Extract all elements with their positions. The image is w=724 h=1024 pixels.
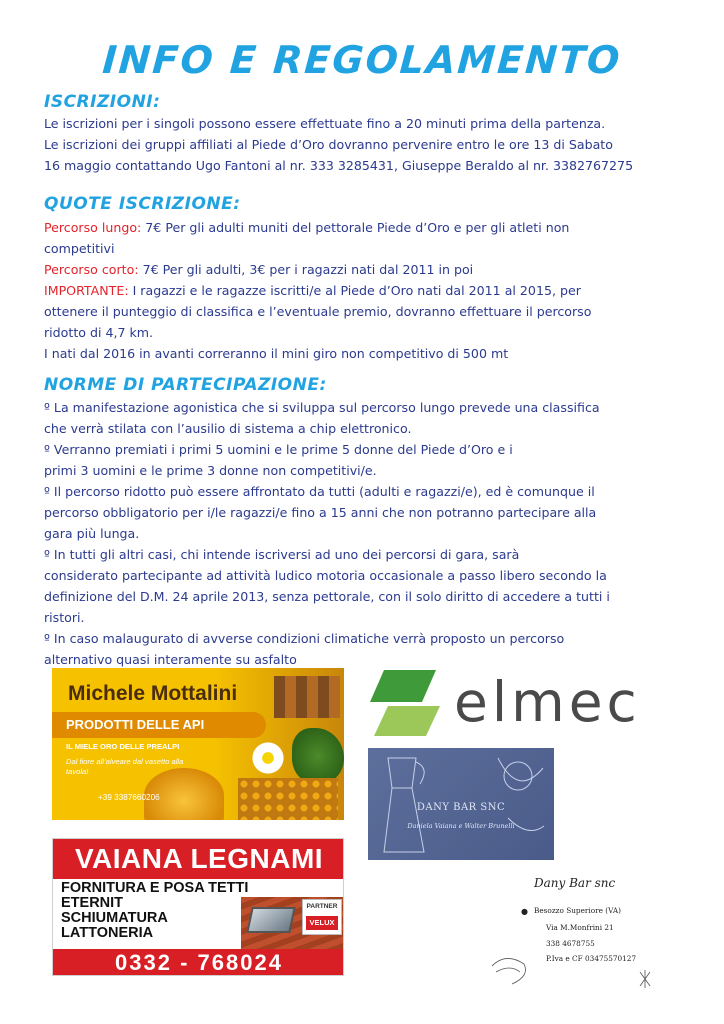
page-title: INFO E REGOLAMENTO xyxy=(101,38,623,82)
quote-lungo-label: Percorso lungo: xyxy=(44,220,142,235)
quote-lungo-text: 7€ Per gli adulti muniti del pettorale Piede d’Oro e per gli atleti non xyxy=(141,220,570,235)
norme-line: alternativo quasi interamente su asfalto xyxy=(44,652,297,667)
leaves-image xyxy=(292,728,344,784)
ad-danybar xyxy=(368,748,554,860)
quote-importante-text: I ragazzi e le ragazze iscritti/e al Piede d’Oro nati dal 2011 al 2015, per xyxy=(128,283,581,298)
section-heading-quote: QUOTE ISCRIZIONE: xyxy=(44,194,241,214)
ad-mottalini-name: Michele Mottalini xyxy=(68,682,238,705)
norme-line: gara più lunga. xyxy=(44,526,140,541)
norme-line: º Il percorso ridotto può essere affrontato da tutti (adulti e ragazzi/e), ed è comunque il xyxy=(44,484,595,499)
quote-importante-text-cont: ridotto di 4,7 km. xyxy=(44,325,154,340)
ad-vaiana-service: ETERNIT xyxy=(61,895,124,911)
ad-danybar-card xyxy=(490,868,680,988)
ad-vaiana xyxy=(52,838,344,976)
partner-brand: VELUX xyxy=(306,916,338,930)
ad-mottalini-band-text: PRODOTTI DELLE API xyxy=(66,717,205,732)
norme-line: definizione del D.M. 24 aprile 2013, senza pettorale, con il solo diritto di accedere a tutti i xyxy=(44,589,610,604)
quote-corto xyxy=(44,259,694,280)
quote-corto-label: Percorso corto: xyxy=(44,262,139,277)
ad-mottalini-sub: IL MIELE ORO DELLE PREALPI xyxy=(66,742,180,751)
ad-mottalini-phone: +39 3387660206 xyxy=(98,793,160,802)
elmec-logo-icon xyxy=(366,668,446,738)
norme-line: º In caso malaugurato di avverse condizioni climatiche verrà proposto un percorso xyxy=(44,631,565,646)
ad-elmec xyxy=(366,668,656,738)
section-heading-norme: NORME DI PARTECIPAZIONE: xyxy=(44,375,327,395)
flower-image xyxy=(250,740,286,776)
norme-line: º La manifestazione agonistica che si sviluppa sul percorso lungo prevede una classifica xyxy=(44,400,600,415)
ad-card-phone: 338 4678755 xyxy=(546,939,595,948)
ad-danybar-owners: Daniela Vaiana e Walter Brunelli xyxy=(407,822,515,830)
partner-label: PARTNER xyxy=(306,903,338,910)
norme-line: considerato partecipante ad attività ludico motoria occasionale a passo libero secondo la xyxy=(44,568,607,583)
ad-vaiana-header xyxy=(53,839,344,879)
ad-mottalini-band xyxy=(52,712,266,738)
iscrizioni-line: Le iscrizioni dei gruppi affiliati al Piede d’Oro dovranno pervenire entro le ore 13 di Sabato xyxy=(44,137,613,152)
norme-line: che verrà stilata con l’ausilio di sistema a chip elettronico. xyxy=(44,421,412,436)
ad-card-name: Dany Bar snc xyxy=(534,876,616,890)
norme-line: primi 3 uomini e le prime 3 donne non competitivi/e. xyxy=(44,463,377,478)
ad-card-street: Via M.Monfrini 21 xyxy=(546,923,614,932)
ad-vaiana-service: LATTONERIA xyxy=(61,925,154,941)
quote-lungo-text-cont: competitivi xyxy=(44,241,115,256)
ad-danybar-name: DANY BAR SNC xyxy=(416,802,506,813)
ad-mottalini xyxy=(52,668,344,820)
norme-line: percorso obbligatorio per i/le ragazzi/e fino a 15 anni che non potranno partecipare alla xyxy=(44,505,597,520)
ad-card-piva: P.Iva e CF 03475570127 xyxy=(546,954,637,963)
norme-line: ristori. xyxy=(44,610,85,625)
ad-elmec-name: elmec xyxy=(454,670,641,734)
ad-vaiana-name: VAIANA LEGNAMI xyxy=(74,843,324,874)
quote-importante-label: IMPORTANTE: xyxy=(44,283,129,298)
quote-importante-text-cont: ottenere il punteggio di classifica e l’eventuale premio, dovranno effettuare il percorso xyxy=(44,304,592,319)
iscrizioni-line: Le iscrizioni per i singoli possono essere effettuate fino a 20 minuti prima della partenza. xyxy=(44,116,606,131)
norme-line: º Verranno premiati i primi 5 uomini e le prime 5 donne del Piede d’Oro e i xyxy=(44,442,513,457)
ad-vaiana-service: SCHIUMATURA xyxy=(61,910,168,926)
section-heading-iscrizioni: ISCRIZIONI: xyxy=(44,92,161,112)
quote-lungo xyxy=(44,217,694,238)
location-pin-icon: ● xyxy=(521,907,528,916)
quote-corto-text: 7€ Per gli adulti, 3€ per i ragazzi nati dal 2011 in poi xyxy=(138,262,474,277)
ad-mottalini-slogan: Dal fiore all’alveare dal vasetto alla tavola! xyxy=(66,757,184,776)
quote-importante xyxy=(44,280,694,301)
ad-vaiana-service: FORNITURA E POSA TETTI xyxy=(61,880,249,896)
ad-vaiana-phone: 0332 - 768024 xyxy=(115,950,283,975)
quote-mini-text: I nati dal 2016 in avanti correranno il mini giro non competitivo di 500 mt xyxy=(44,346,509,361)
iscrizioni-line: 16 maggio contattando Ugo Fantoni al nr. 333 3285431, Giuseppe Beraldo al nr. 3382767275 xyxy=(44,158,634,173)
norme-line: º In tutti gli altri casi, chi intende iscriversi ad uno dei percorsi di gara, sarà xyxy=(44,547,520,562)
honeycomb-image xyxy=(238,778,338,820)
partner-badge xyxy=(302,899,342,935)
ad-card-city: Besozzo Superiore (VA) xyxy=(534,906,621,915)
ad-vaiana-phonebar xyxy=(53,949,344,976)
beehives-image xyxy=(274,676,340,718)
roof-window-image xyxy=(246,907,296,933)
